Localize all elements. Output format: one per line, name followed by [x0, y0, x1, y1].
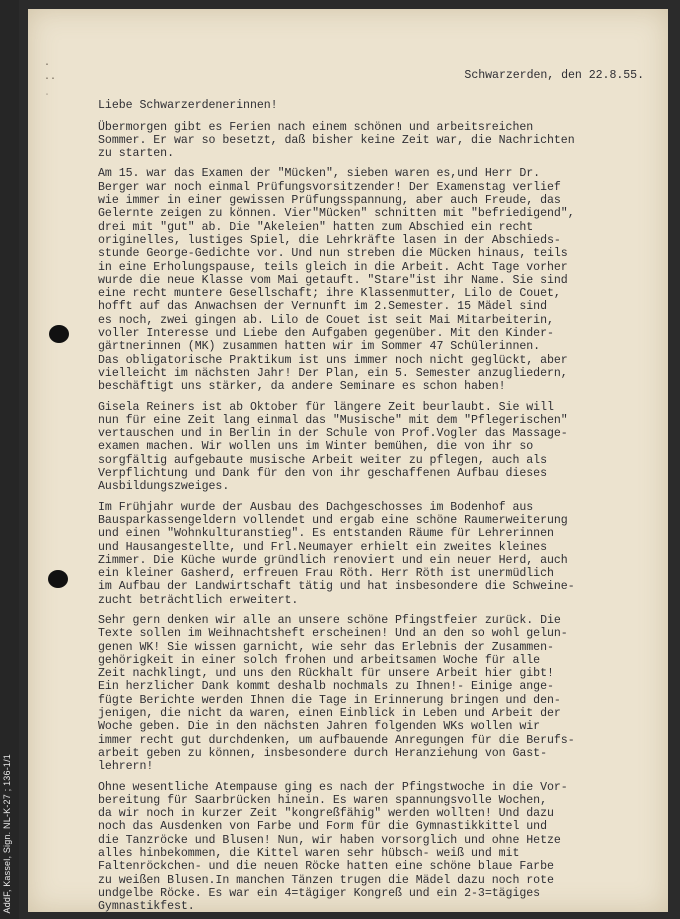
- text-line: Das obligatorische Praktikum ist uns immer noch nicht geglückt, aber: [98, 353, 568, 367]
- text-line: und einen "Wohnkulturanstieg". Es entstanden Räume für Lehrerinnen: [98, 527, 554, 541]
- text-line: alles hinbekommen, die Kittel waren sehr hübsch- weiß und mit: [98, 847, 520, 861]
- text-line: Ohne wesentliche Atempause ging es nach der Pfingstwoche in die Vor-: [98, 780, 568, 794]
- paragraph: [98, 781, 658, 912]
- text-line: noch das Ausdenken von Farbe und Form für die Gymnastikkittel und: [98, 820, 547, 834]
- text-line: sorgfältig aufgebaute musische Arbeit weiter zu pflegen, auch als: [98, 453, 547, 467]
- text-line: voller Interesse und Liebe den Aufgaben gegenüber. Mit den Kinder-: [98, 327, 554, 341]
- text-line: Bausparkassengeldern vollendet und ergab eine schöne Raumerweiterung: [98, 513, 568, 527]
- text-line: in eine Erholungspause, teils gleich in die Arbeit. Acht Tage vorher: [98, 260, 568, 274]
- text-line: drei mit "gut" ab. Die "Akeleien" hatten zum Abschied ein recht: [98, 220, 534, 234]
- place-date: Schwarzerden, den 22.8.55.: [464, 69, 644, 82]
- paragraphs: [98, 121, 658, 912]
- text-line: zu starten.: [98, 147, 174, 161]
- text-line: Im Frühjahr wurde der Ausbau des Dachgeschosses im Bodenhof aus: [98, 500, 534, 514]
- text-line: nun für eine Zeit lang einmal das "Musische" mit dem "Pflegerischen": [98, 413, 568, 427]
- text-line: Sehr gern denken wir alle an unsere schöne Pfingstfeier zurück. Die: [98, 613, 561, 627]
- text-line: Gymnastikfest.: [98, 900, 195, 912]
- text-line: Woche geben. Die in den nächsten Jahren folgenden WKs wollen wir: [98, 720, 541, 734]
- text-line: Übermorgen gibt es Ferien nach einem schönen und arbeitsreichen: [98, 120, 534, 134]
- text-line: vertauschen und in Berlin in der Schule von Prof.Vogler das Massage-: [98, 427, 568, 441]
- text-line: Zimmer. Die Küche wurde gründlich renoviert und ein neuer Herd, auch: [98, 553, 568, 567]
- paragraph: [98, 501, 658, 607]
- text-line: Am 15. war das Examen der "Mücken", sieben waren es,und Herr Dr.: [98, 167, 541, 181]
- text-line: gärtnerinnen (MK) zusammen hatten wir im Sommer 47 Schülerinnen.: [98, 340, 541, 354]
- pencil-marks: . .. ˌ: [44, 58, 57, 97]
- text-line: fügte Berichte werden Ihnen die Tage in Erinnerung bringen und den-: [98, 693, 561, 707]
- text-line: genen WK! Sie wissen garnicht, wie sehr das Erlebnis der Zusammen-: [98, 640, 554, 654]
- punch-hole-bottom: [48, 570, 68, 588]
- text-line: zu weißen Blusen.In manchen Tänzen trugen die Mädel dazu noch rote: [98, 873, 554, 887]
- paragraph: [98, 401, 658, 494]
- text-line: hofft auf das Anwachsen der Vernunft im 2.Semester. 15 Mädel sind: [98, 300, 547, 314]
- text-line: Faltenröckchen- und die neuen Röcke hatten eine schöne blaue Farbe: [98, 860, 554, 874]
- text-line: ein kleiner Gasherd, erfreuen Frau Röth. Herr Röth ist unermüdlich: [98, 567, 554, 581]
- punch-hole-top: [49, 325, 69, 343]
- text-line: originelles, lustiges Spiel, die Lehrkräfte lasen in der Abschieds-: [98, 233, 561, 247]
- text-line: zucht beträchtlich erweitert.: [98, 593, 299, 607]
- text-line: Sommer. Er war so besetzt, daß bisher keine Zeit war, die Nachrichten: [98, 133, 575, 147]
- text-line: Ein herzlicher Dank kommt deshalb nochmals zu Ihnen!- Einige ange-: [98, 680, 554, 694]
- text-line: Texte sollen im Weihnachtsheft erscheinen! Und an den so wohl gelun-: [98, 627, 568, 641]
- text-line: immer recht gut durchdenken, um aufbauende Anregungen für die Berufs-: [98, 733, 575, 747]
- text-line: die Tanzröcke und Blusen! Nun, wir haben vorsorglich und ohne Hetze: [98, 833, 561, 847]
- text-line: wie immer in einer gewissen Prüfungsspannung, aber auch Freude, das: [98, 194, 561, 208]
- text-line: beschäftigt uns stärker, da andere Seminare es schon haben!: [98, 380, 506, 394]
- letter-body: [98, 69, 658, 912]
- paragraph: [98, 614, 658, 774]
- text-line: bereitung für Saarbrücken hinein. Es waren spannungsvolle Wochen,: [98, 793, 547, 807]
- text-line: undgelbe Röcke. Es war ein 4=tägiger Kongreß und ein 2-3=tägiges: [98, 886, 541, 900]
- text-line: vielleicht im nächsten Jahr! Der Plan, ein 5. Semester anzugliedern,: [98, 366, 568, 380]
- text-line: Zeit nachklingt, und uns den Rückhalt für unsere Arbeit hier gibt!: [98, 667, 554, 681]
- text-line: im Aufbau der Landwirtschaft tätig und hat insbesondere die Schweine-: [98, 580, 575, 594]
- greeting: Liebe Schwarzerdenerinnen!: [98, 99, 278, 113]
- text-line: Gelernte zeigen zu können. Vier"Mücken" schnitten mit "befriedigend",: [98, 207, 575, 221]
- text-line: Berger war noch einmal Prüfungsvorsitzender! Der Examenstag verlief: [98, 180, 561, 194]
- text-line: lehrern!: [98, 760, 154, 774]
- text-line: Verpflichtung und Dank für den von ihr geschaffenen Aufbau dieses: [98, 467, 547, 481]
- text-line: wurde die neue Klasse vom Mai getauft. "Stare"ist ihr Name. Sie sind: [98, 273, 568, 287]
- text-line: stunde George-Gedichte vor. Und nun streben die Mücken hinaus, teils: [98, 247, 568, 261]
- text-line: eine recht muntere Gesellschaft; ihre Klassenmutter, Lilo de Couet,: [98, 287, 561, 301]
- text-line: gehörigkeit in einer solch frohen und arbeitsamen Woche für alle: [98, 653, 541, 667]
- text-line: es noch, zwei gingen ab. Lilo de Couet ist seit Mai Mitarbeiterin,: [98, 313, 554, 327]
- text-line: und Hausangestellte, und Frl.Neumayer erhielt ein zweites kleines: [98, 540, 547, 554]
- side-strip: [0, 0, 19, 919]
- text-line: arbeit geben zu können, insbesondere durch Heranziehung von Gast-: [98, 746, 547, 760]
- text-line: examen machen. Wir wollen uns im Winter bemühen, die von ihr so: [98, 440, 534, 454]
- paragraph: [98, 121, 658, 161]
- letter-page: [28, 9, 668, 912]
- text-line: Gisela Reiners ist ab Oktober für längere Zeit beurlaubt. Sie will: [98, 400, 554, 414]
- text-line: jenigen, die nicht da waren, einen Einblick in Leben und Arbeit der: [98, 707, 561, 721]
- archive-label: AddF, Kassel, Sign. NL-K-27 ; 136-1/1: [2, 753, 12, 913]
- paragraph: [98, 167, 658, 393]
- text-line: da wir noch in kurzer Zeit "kongreßfähig" werden wollten! Und dazu: [98, 807, 554, 821]
- text-line: Ausbildungszweiges.: [98, 480, 230, 494]
